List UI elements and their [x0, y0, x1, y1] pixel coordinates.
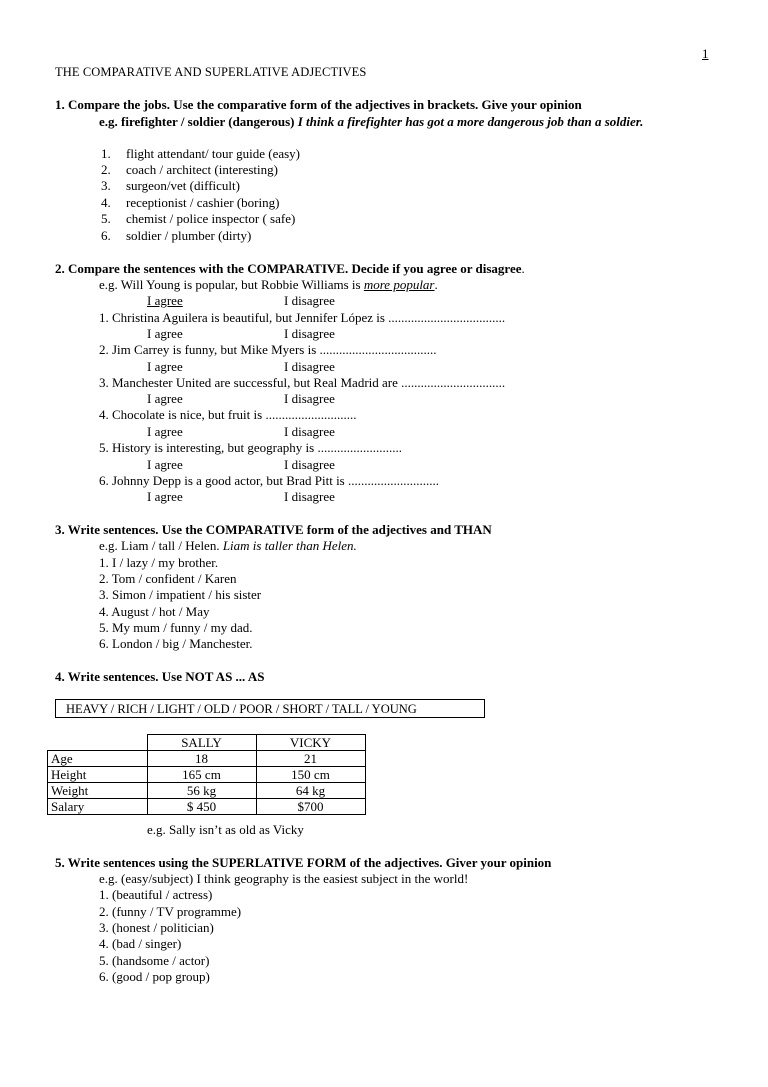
- table-header-row: [48, 735, 366, 751]
- page-number: 1: [702, 46, 709, 61]
- section-5-heading: 5. Write sentences using the SUPERLATIVE FORM of the adjectives. Giver your opinion: [55, 855, 552, 870]
- section-2-item: 3. Manchester United are successful, but Real Madrid are ................................: [99, 375, 506, 390]
- agree-option: I agree: [147, 424, 183, 439]
- disagree-option-example: I disagree: [284, 293, 335, 308]
- section-4-example: e.g. Sally isn’t as old as Vicky: [147, 822, 304, 837]
- section-1-item: 1. flight attendant/ tour guide (easy): [101, 146, 301, 161]
- section-3-item: 6. London / big / Manchester.: [99, 636, 253, 651]
- table-header-sally: SALLY: [147, 735, 256, 751]
- page-title: THE COMPARATIVE AND SUPERLATIVE ADJECTIVES: [55, 65, 367, 79]
- section-1-example-answer: I think a firefighter has got a more dangerous job than a soldier.: [297, 114, 644, 129]
- table-row: Age 18 21: [48, 751, 366, 767]
- section-1-example: [99, 114, 643, 130]
- section-2-heading: 2. Compare the sentences with the COMPARATIVE. Decide if you agree or disagree.: [55, 261, 525, 276]
- section-1-item: 6. soldier / plumber (dirty): [101, 228, 252, 243]
- section-4-heading: 4. Write sentences. Use NOT AS ... AS: [55, 669, 265, 684]
- section-1-item: 2. coach / architect (interesting): [101, 162, 278, 177]
- section-2-example: e.g. Will Young is popular, but Robbie Williams is more popular.: [99, 277, 438, 292]
- section-5-item: 1. (beautiful / actress): [99, 887, 213, 902]
- section-1-example-prefix: e.g. firefighter / soldier (dangerous): [99, 114, 298, 129]
- section-2-item: 6. Johnny Depp is a good actor, but Brad Pitt is ............................: [99, 473, 439, 488]
- section-2-example-answer: more popular: [363, 277, 435, 292]
- agree-option: I agree: [147, 391, 183, 406]
- section-1-item: 5. chemist / police inspector ( safe): [101, 211, 296, 226]
- section-2-item: 2. Jim Carrey is funny, but Mike Myers is ....................................: [99, 342, 437, 357]
- agree-option: I agree: [147, 359, 183, 374]
- adjective-word-box: HEAVY / RICH / LIGHT / OLD / POOR / SHORT / TALL / YOUNG: [55, 699, 485, 718]
- section-5-item: 5. (handsome / actor): [99, 953, 210, 968]
- section-5-item: 6. (good / pop group): [99, 969, 210, 984]
- section-5-example: e.g. (easy/subject) I think geography is the easiest subject in the world!: [99, 871, 469, 886]
- section-1-item: 4. receptionist / cashier (boring): [101, 195, 280, 210]
- disagree-option: I disagree: [284, 424, 335, 439]
- comparison-table: [47, 734, 366, 815]
- table-row: Salary $ 450 $700: [48, 799, 366, 815]
- agree-option-example: I agree: [147, 293, 183, 308]
- section-2-item: 4. Chocolate is nice, but fruit is ............................: [99, 407, 357, 422]
- section-3-item: 1. I / lazy / my brother.: [99, 555, 219, 570]
- section-2-item: 5. History is interesting, but geography is ..........................: [99, 440, 402, 455]
- section-1-heading: 1. Compare the jobs. Use the comparative form of the adjectives in brackets. Give your opinion: [55, 97, 582, 112]
- disagree-option: I disagree: [284, 326, 335, 341]
- disagree-option: I disagree: [284, 457, 335, 472]
- table-row: Weight 56 kg 64 kg: [48, 783, 366, 799]
- section-3-example-answer: Liam is taller than Helen.: [222, 538, 357, 553]
- disagree-option: I disagree: [284, 391, 335, 406]
- section-3-item: 3. Simon / impatient / his sister: [99, 587, 262, 602]
- section-3-item: 4. August / hot / May: [99, 604, 210, 619]
- section-3-example: e.g. Liam / tall / Helen. Liam is taller than Helen.: [99, 538, 357, 553]
- section-5-item: 3. (honest / politician): [99, 920, 214, 935]
- table-row: Height 165 cm 150 cm: [48, 767, 366, 783]
- section-5-item: 4. (bad / singer): [99, 936, 182, 951]
- section-1-item: 3. surgeon/vet (difficult): [101, 178, 240, 193]
- section-3-heading: 3. Write sentences. Use the COMPARATIVE form of the adjectives and THAN: [55, 522, 492, 537]
- section-5-item: 2. (funny / TV programme): [99, 904, 242, 919]
- agree-option: I agree: [147, 489, 183, 504]
- section-3-item: 5. My mum / funny / my dad.: [99, 620, 253, 635]
- agree-option: I agree: [147, 457, 183, 472]
- table-header-vicky: VICKY: [256, 735, 365, 751]
- agree-option: I agree: [147, 326, 183, 341]
- section-3-item: 2. Tom / confident / Karen: [99, 571, 237, 586]
- disagree-option: I disagree: [284, 359, 335, 374]
- disagree-option: I disagree: [284, 489, 335, 504]
- section-2-item: 1. Christina Aguilera is beautiful, but Jennifer López is ....................................: [99, 310, 506, 325]
